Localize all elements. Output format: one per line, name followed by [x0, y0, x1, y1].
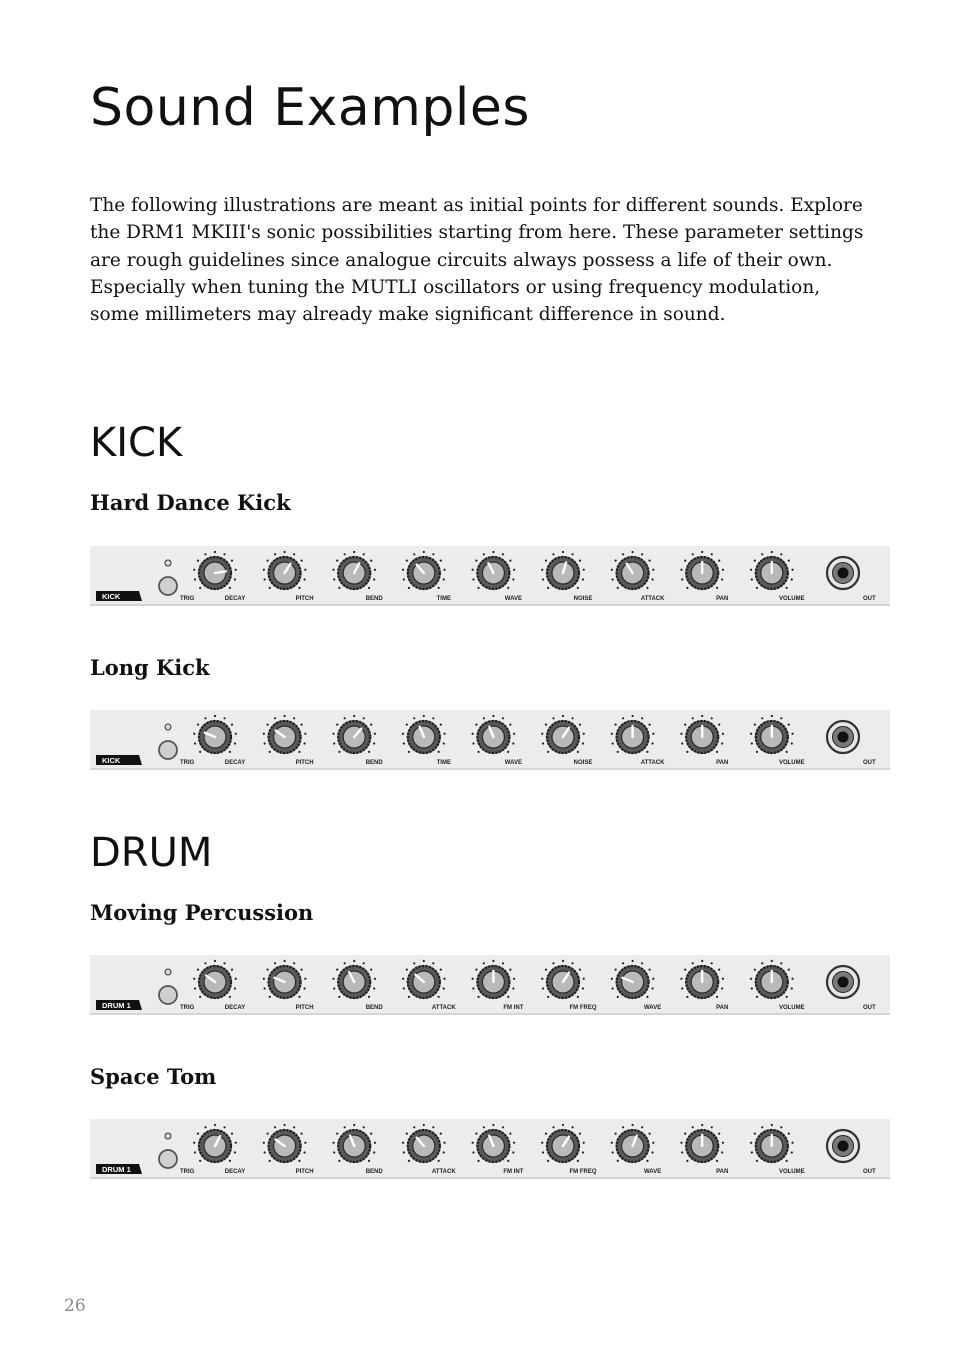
module-panel-graphic	[90, 710, 890, 770]
example-title-space-tom: Space Tom	[90, 1064, 217, 1089]
knob-label-pan: PAN	[716, 596, 729, 602]
module-tag-label: KICK	[102, 756, 121, 765]
drum-panel-moving-percussion	[90, 955, 890, 1015]
trigger-led	[165, 969, 171, 975]
knob-label-pitch: PITCH	[295, 1005, 314, 1011]
knob-label-pan: PAN	[716, 1169, 729, 1175]
knob-label-wave: WAVE	[504, 760, 523, 766]
knob-label-decay: DECAY	[224, 1005, 246, 1011]
trigger-label: TRIG	[180, 760, 195, 766]
knob-label-bend: BEND	[365, 596, 383, 602]
output-jack[interactable]	[827, 966, 859, 998]
knob-label-noise: NOISE	[573, 596, 593, 602]
knob-label-pan: PAN	[716, 1005, 729, 1011]
knob-label-pitch: PITCH	[295, 596, 314, 602]
knob-label-volume: VOLUME	[778, 596, 805, 602]
knob-label-decay: DECAY	[224, 760, 246, 766]
output-label: OUT	[863, 1005, 876, 1011]
module-panel-graphic	[90, 546, 890, 606]
page-title: Sound Examples	[90, 78, 530, 138]
trigger-button[interactable]	[159, 1150, 177, 1168]
knob-label-decay: DECAY	[224, 1169, 246, 1175]
output-jack[interactable]	[827, 557, 859, 589]
knob-label-attack: ATTACK	[431, 1169, 456, 1175]
section-title-drum: DRUM	[90, 830, 213, 876]
example-title-moving-percussion: Moving Percussion	[90, 900, 314, 925]
knob-label-pitch: PITCH	[295, 1169, 314, 1175]
knob-label-attack: ATTACK	[431, 1005, 456, 1011]
example-title-hard-dance-kick: Hard Dance Kick	[90, 490, 291, 515]
module-tag-label: DRUM 1	[102, 1165, 131, 1174]
knob-label-volume: VOLUME	[778, 1169, 805, 1175]
knob-label-fm-int: FM INT	[503, 1005, 524, 1011]
knob-label-decay: DECAY	[224, 596, 246, 602]
output-jack[interactable]	[827, 1130, 859, 1162]
knob-label-volume: VOLUME	[778, 1005, 805, 1011]
kick-panel-hard-dance	[90, 546, 890, 606]
trigger-led	[165, 560, 171, 566]
module-panel-graphic	[90, 1119, 890, 1179]
knob-label-noise: NOISE	[573, 760, 593, 766]
trigger-button[interactable]	[159, 986, 177, 1004]
output-label: OUT	[863, 760, 876, 766]
trigger-led	[165, 1133, 171, 1139]
intro-paragraph: The following illustrations are meant as initial points for different sounds. Explore the DRM1 MKIII's sonic possibilities starting from here. These parameter settings are rough guidelines since analogue circuits always possess a life of their own. Especially when tuning the MUTLI oscillators or using frequency modulation, some millimeters may already make significant difference in sound.	[90, 195, 864, 326]
trigger-button[interactable]	[159, 741, 177, 759]
trigger-led	[165, 724, 171, 730]
knob-label-time: TIME	[436, 760, 451, 766]
section-title-kick: KICK	[90, 420, 183, 466]
page-number: 26	[64, 1296, 86, 1316]
knob-label-bend: BEND	[365, 1169, 383, 1175]
trigger-label: TRIG	[180, 1169, 195, 1175]
drum-panel-space-tom	[90, 1119, 890, 1179]
knob-label-attack: ATTACK	[640, 760, 665, 766]
trigger-label: TRIG	[180, 596, 195, 602]
knob-label-attack: ATTACK	[640, 596, 665, 602]
knob-label-time: TIME	[436, 596, 451, 602]
knob-label-fm-int: FM INT	[503, 1169, 524, 1175]
knob-label-wave: WAVE	[643, 1169, 662, 1175]
module-tag-label: DRUM 1	[102, 1001, 131, 1010]
output-label: OUT	[863, 596, 876, 602]
knob-label-wave: WAVE	[504, 596, 523, 602]
knob-label-fm-freq: FM FREQ	[569, 1005, 597, 1011]
output-label: OUT	[863, 1169, 876, 1175]
module-tag-label: KICK	[102, 592, 121, 601]
output-jack[interactable]	[827, 721, 859, 753]
trigger-label: TRIG	[180, 1005, 195, 1011]
knob-label-bend: BEND	[365, 760, 383, 766]
knob-label-fm-freq: FM FREQ	[569, 1169, 597, 1175]
knob-label-volume: VOLUME	[778, 760, 805, 766]
knob-label-wave: WAVE	[643, 1005, 662, 1011]
module-panel-graphic	[90, 955, 890, 1015]
knob-indicator	[215, 571, 226, 573]
knob-label-pan: PAN	[716, 760, 729, 766]
kick-panel-long-kick	[90, 710, 890, 770]
knob-label-pitch: PITCH	[295, 760, 314, 766]
knob-label-bend: BEND	[365, 1005, 383, 1011]
trigger-button[interactable]	[159, 577, 177, 595]
example-title-long-kick: Long Kick	[90, 655, 210, 680]
